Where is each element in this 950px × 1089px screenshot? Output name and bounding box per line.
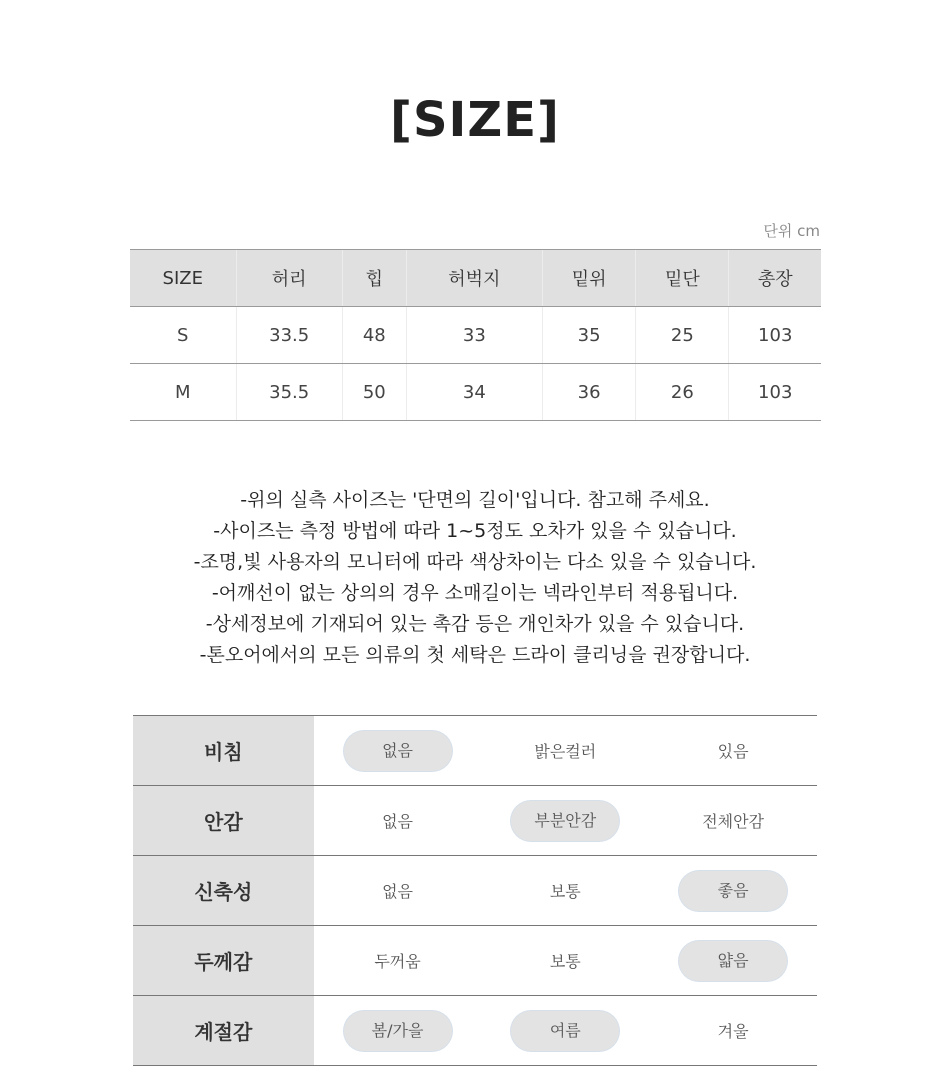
property-option: 밝은컬러 [534,742,597,761]
property-label: 비침 [133,716,314,786]
size-table [130,249,821,421]
property-row [133,786,817,856]
property-option: 여름 [511,1011,619,1051]
property-option: 얇음 [679,941,787,981]
property-table [133,715,817,1066]
property-label: 두께감 [133,926,314,996]
property-label: 안감 [133,786,314,856]
property-option: 겨울 [717,1022,749,1041]
size-cell: 36 [542,364,635,421]
property-option: 봄/가을 [344,1011,452,1051]
property-label: 계절감 [133,996,314,1066]
size-cell: M [130,364,236,421]
table-row [130,364,821,421]
property-row [133,996,817,1066]
size-cell: 48 [342,307,406,364]
size-cell: 35.5 [236,364,342,421]
note-line: -위의 실측 사이즈는 '단면의 길이'입니다. 참고해 주세요. [240,489,710,511]
page-title: [SIZE] [390,92,560,148]
notes-block [0,485,950,671]
size-header-cell: 허벅지 [406,250,542,307]
note-line: -사이즈는 측정 방법에 따라 1~5정도 오차가 있을 수 있습니다. [213,520,737,542]
table-row [130,307,821,364]
size-cell: 33 [406,307,542,364]
property-option: 없음 [344,731,452,771]
size-cell: 103 [729,364,821,421]
property-option: 없음 [382,882,413,901]
size-cell: 35 [542,307,635,364]
unit-label: 단위 cm [763,222,820,240]
size-header-cell: 힙 [342,250,406,307]
property-option: 없음 [382,812,413,831]
property-row [133,926,817,996]
property-option: 보통 [549,882,581,901]
size-cell: S [130,307,236,364]
note-line: -어깨선이 없는 상의의 경우 소매길이는 넥라인부터 적용됩니다. [211,582,739,604]
note-line: -조명,빛 사용자의 모니터에 따라 색상차이는 다소 있을 수 있습니다. [193,551,757,573]
size-cell: 25 [636,307,729,364]
size-header-cell: SIZE [130,250,236,307]
size-header-cell: 밑위 [542,250,635,307]
property-row [133,856,817,926]
size-cell: 103 [729,307,821,364]
size-header-cell: 밑단 [636,250,729,307]
size-cell: 34 [406,364,542,421]
property-option: 좋음 [679,871,787,911]
size-cell: 50 [342,364,406,421]
size-cell: 33.5 [236,307,342,364]
property-label: 신축성 [133,856,314,926]
property-option: 전체안감 [702,812,765,831]
size-header-cell: 허리 [236,250,342,307]
property-option: 있음 [717,742,749,761]
property-row [133,716,817,786]
property-option: 부분안감 [511,801,619,841]
property-option: 보통 [549,952,581,971]
note-line: -상세정보에 기재되어 있는 촉감 등은 개인차가 있을 수 있습니다. [205,613,745,635]
size-header-cell: 총장 [729,250,821,307]
size-table-header-row [130,250,821,307]
note-line: -톤오어에서의 모든 의류의 첫 세탁은 드라이 클리닝을 권장합니다. [199,644,751,666]
size-cell: 26 [636,364,729,421]
property-option: 두꺼움 [374,952,421,971]
